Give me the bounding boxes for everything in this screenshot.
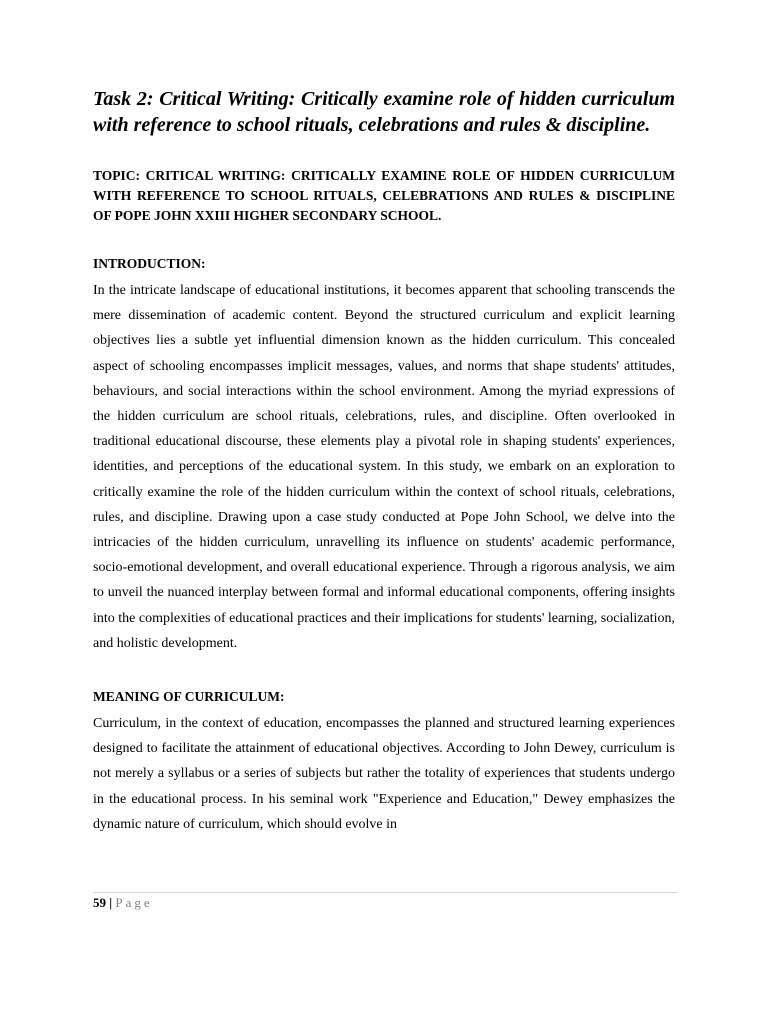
page-number: 59 <box>93 895 106 910</box>
introduction-heading: INTRODUCTION: <box>93 256 206 271</box>
topic-heading: TOPIC: CRITICAL WRITING: CRITICALLY EXAMINE ROLE OF HIDDEN CURRICULUM WITH REFERENCE TO SCHOOL RITUALS, CELEBRATIONS AND RULES & DISCIPLINE OF POPE JOHN XXIII HIGHER SECONDARY SCHOOL. <box>93 168 675 223</box>
meaning-paragraph: Curriculum, in the context of education, encompasses the planned and structured learning experiences designed to facilitate the attainment of educational objectives. According to John Dewey, curriculum is not merely a syllabus or a series of subjects but rather the totality of experiences that students undergo in the educational process. In his seminal work "Experience and Education," Dewey emphasizes the dynamic nature of curriculum, which should evolve in <box>93 716 675 832</box>
task-title: Task 2: Critical Writing: Critically examine role of hidden curriculum with reference to school rituals, celebrations and rules & discipline. <box>93 88 675 136</box>
page-label: Page <box>115 895 153 910</box>
meaning-heading: MEANING OF CURRICULUM: <box>93 689 285 705</box>
introduction-section <box>93 254 675 656</box>
introduction-paragraph: In the intricate landscape of educational institutions, it becomes apparent that schooling transcends the mere dissemination of academic content. Beyond the structured curriculum and explicit learning objectives lies a subtle yet influential dimension known as the hidden curriculum. This concealed aspect of schooling encompasses implicit messages, values, and norms that shape students' attitudes, behaviours, and social interactions within the school environment. Among the myriad expressions of the hidden curriculum are school rituals, celebrations, rules, and discipline. Often overlooked in traditional educational discourse, these elements play a pivotal role in shaping students' experiences, identities, and perceptions of the educational system. In this study, we embark on an exploration to critically examine the role of the hidden curriculum within the context of school rituals, celebrations, rules, and discipline. Drawing upon a case study conducted at Pope John School, we delve into the intricacies of the hidden curriculum, unravelling its influence on students' academic performance, socio-emotional development, and overall educational experience. Through a rigorous analysis, we aim to unveil the nuanced interplay between formal and informal educational components, offering insights into the complexities of educational practices and their implications for students' learning, socialization, and holistic development. <box>93 283 675 651</box>
page-separator: | <box>109 895 113 910</box>
document-page <box>93 86 675 837</box>
page-footer <box>93 892 677 911</box>
meaning-section <box>93 687 675 837</box>
